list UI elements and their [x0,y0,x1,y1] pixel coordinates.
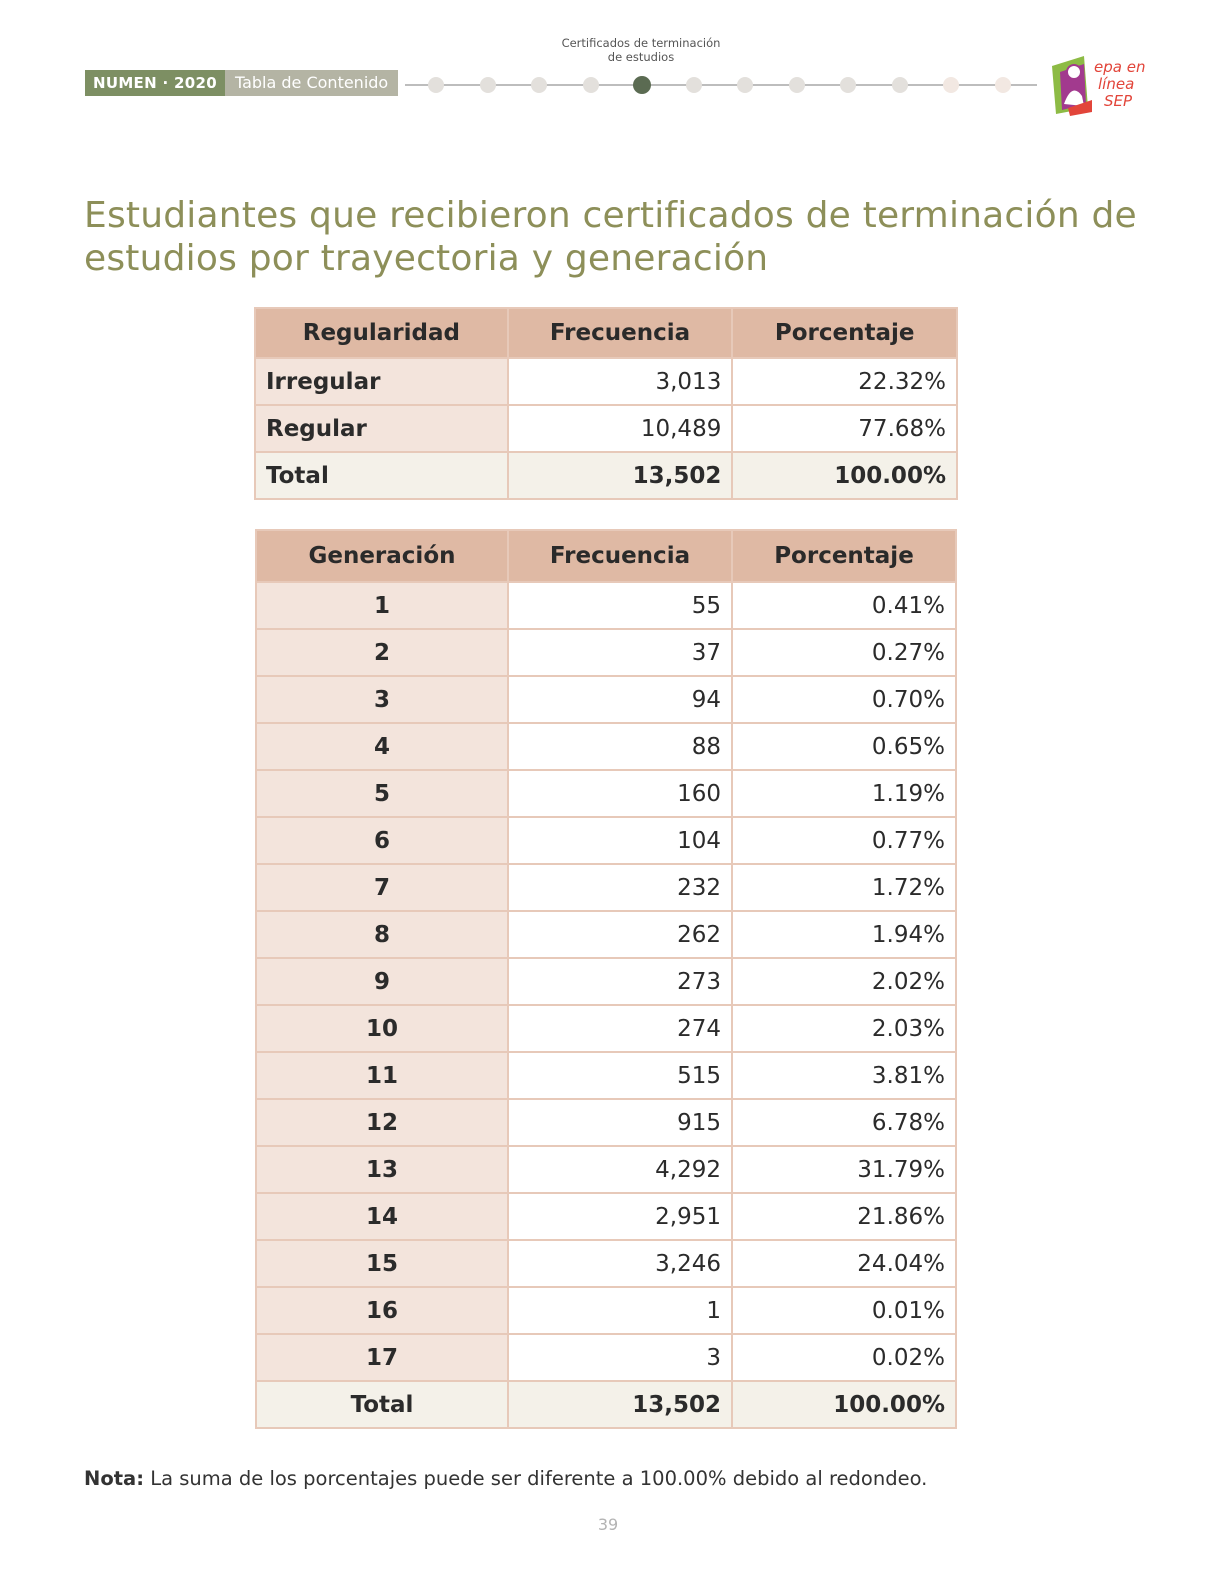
frecuencia-cell: 515 [508,1052,732,1099]
section-nav-dot[interactable] [583,77,599,93]
publication-badge: NUMEN · 2020 [85,70,225,96]
frecuencia-cell: 4,292 [508,1146,732,1193]
svg-text:SEP: SEP [1104,92,1133,110]
porcentaje-cell: 24.04% [732,1240,956,1287]
table-of-contents-link[interactable]: Tabla de Contenido [225,70,398,96]
porcentaje-cell: 0.65% [732,723,956,770]
frecuencia-cell: 3,013 [508,358,733,405]
porcentaje-cell: 1.19% [732,770,956,817]
row-label: 12 [256,1099,508,1146]
page-title: Estudiantes que recibieron certificados de terminación de estudios por trayectoria y generación [84,195,1137,279]
table-row [256,958,956,1005]
table-row [256,629,956,676]
frecuencia-cell: 13,502 [508,1381,732,1428]
porcentaje-cell: 21.86% [732,1193,956,1240]
table-row [256,1240,956,1287]
table-row [256,676,956,723]
porcentaje-cell: 1.94% [732,911,956,958]
row-label: 6 [256,817,508,864]
row-label: 3 [256,676,508,723]
porcentaje-cell: 0.70% [732,676,956,723]
footnote-text: La suma de los porcentajes puede ser diferente a 100.00% debido al redondeo. [144,1467,928,1490]
column-header: Frecuencia [508,308,733,358]
section-nav-dot[interactable] [840,77,856,93]
porcentaje-cell: 0.27% [732,629,956,676]
row-label: Total [256,1381,508,1428]
porcentaje-cell: 2.03% [732,1005,956,1052]
row-label: 5 [256,770,508,817]
section-nav-dot[interactable] [789,77,805,93]
frecuencia-cell: 262 [508,911,732,958]
prepa-en-linea-sep-logo [1048,52,1146,118]
total-row [256,1381,956,1428]
section-nav-dot[interactable] [892,77,908,93]
frecuencia-cell: 273 [508,958,732,1005]
frecuencia-cell: 1 [508,1287,732,1334]
porcentaje-cell: 0.01% [732,1287,956,1334]
porcentaje-cell: 100.00% [732,1381,956,1428]
table-row [256,1052,956,1099]
frecuencia-cell: 88 [508,723,732,770]
frecuencia-cell: 13,502 [508,452,733,499]
frecuencia-cell: 37 [508,629,732,676]
table-row [256,1099,956,1146]
table-row [256,770,956,817]
footnote [84,1467,927,1490]
generacion-table [255,529,957,1429]
frecuencia-cell: 2,951 [508,1193,732,1240]
porcentaje-cell: 0.41% [732,582,956,629]
frecuencia-cell: 55 [508,582,732,629]
porcentaje-cell: 3.81% [732,1052,956,1099]
frecuencia-cell: 104 [508,817,732,864]
table-row [256,817,956,864]
svg-text:epa en: epa en [1094,58,1146,76]
section-title [540,36,742,64]
total-row [255,452,957,499]
table-row [256,1005,956,1052]
table-row [256,1193,956,1240]
table-row [256,723,956,770]
row-label: 4 [256,723,508,770]
regularidad-table [254,307,958,500]
porcentaje-cell: 100.00% [732,452,957,499]
row-label: 16 [256,1287,508,1334]
frecuencia-cell: 3,246 [508,1240,732,1287]
porcentaje-cell: 77.68% [732,405,957,452]
row-label: 7 [256,864,508,911]
footnote-label: Nota: [84,1467,144,1490]
porcentaje-cell: 31.79% [732,1146,956,1193]
section-nav-dot[interactable] [686,77,702,93]
row-label: 1 [256,582,508,629]
frecuencia-cell: 94 [508,676,732,723]
section-nav-dot[interactable] [428,77,444,93]
row-label: Total [255,452,508,499]
porcentaje-cell: 2.02% [732,958,956,1005]
row-label: 10 [256,1005,508,1052]
porcentaje-cell: 1.72% [732,864,956,911]
table-row [255,405,957,452]
table-row [256,864,956,911]
porcentaje-cell: 6.78% [732,1099,956,1146]
row-label: 17 [256,1334,508,1381]
column-header: Porcentaje [732,308,957,358]
column-header: Frecuencia [508,530,732,582]
frecuencia-cell: 10,489 [508,405,733,452]
header-badge [85,70,398,96]
svg-text:línea: línea [1098,75,1135,93]
porcentaje-cell: 0.02% [732,1334,956,1381]
table-row [256,1334,956,1381]
column-header: Regularidad [255,308,508,358]
row-label: Regular [255,405,508,452]
section-nav-dot[interactable] [531,77,547,93]
section-nav-dot[interactable] [480,77,496,93]
porcentaje-cell: 0.77% [732,817,956,864]
column-header: Generación [256,530,508,582]
row-label: Irregular [255,358,508,405]
section-title-line2: de estudios [607,50,675,64]
row-label: 14 [256,1193,508,1240]
table-row [256,582,956,629]
porcentaje-cell: 22.32% [732,358,957,405]
table-row [255,358,957,405]
section-nav-dot[interactable] [737,77,753,93]
frecuencia-cell: 915 [508,1099,732,1146]
row-label: 15 [256,1240,508,1287]
frecuencia-cell: 160 [508,770,732,817]
row-label: 11 [256,1052,508,1099]
section-title-line1: Certificados de terminación [561,36,721,50]
column-header: Porcentaje [732,530,956,582]
row-label: 2 [256,629,508,676]
frecuencia-cell: 232 [508,864,732,911]
row-label: 8 [256,911,508,958]
section-nav-dot[interactable] [943,77,959,93]
frecuencia-cell: 3 [508,1334,732,1381]
table-header-row [256,530,956,582]
section-nav-dot[interactable] [995,77,1011,93]
section-nav-dot[interactable] [633,76,651,94]
table-header-row [255,308,957,358]
frecuencia-cell: 274 [508,1005,732,1052]
row-label: 9 [256,958,508,1005]
table-row [256,911,956,958]
page-number: 39 [597,1515,619,1534]
table-row [256,1287,956,1334]
table-row [256,1146,956,1193]
row-label: 13 [256,1146,508,1193]
